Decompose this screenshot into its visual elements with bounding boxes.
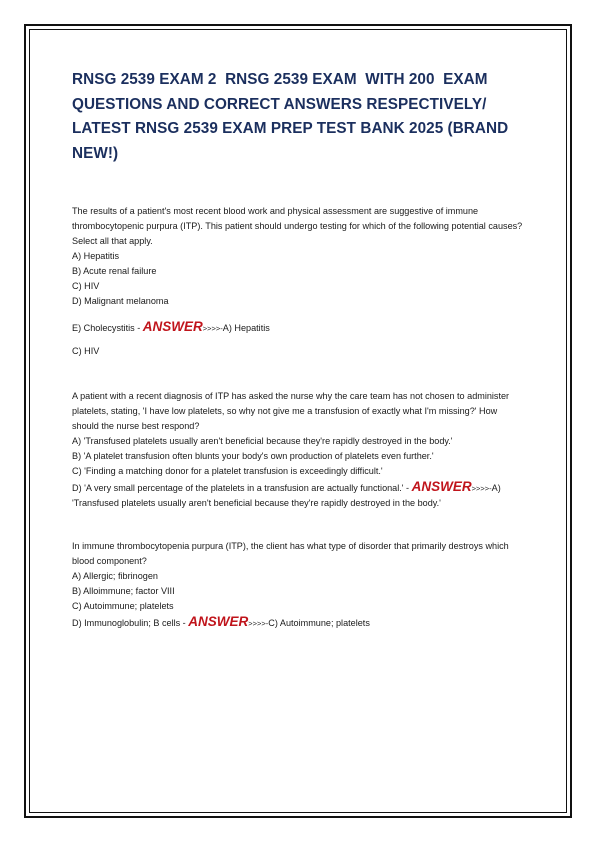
option: D) Malignant melanoma [72,296,169,306]
answer-arrows: >>>>- [202,324,223,333]
question-1 [72,204,524,359]
question-3 [72,539,524,631]
answer-line [72,319,524,336]
answer-arrows: >>>>- [471,484,492,493]
answer-label: ANSWER [142,319,203,334]
option: C) Autoimmune; platelets [72,601,174,611]
answer-line [72,479,524,511]
answer-text: A) Hepatitis [222,323,270,333]
option: A) 'Transfused platelets usually aren't beneficial because they're rapidly destroyed in the body.' [72,436,453,446]
answer-text-extra: C) HIV [72,346,100,356]
option: B) Acute renal failure [72,266,157,276]
answer-label: ANSWER [188,614,249,629]
answer-label: ANSWER [411,479,472,494]
question-text: The results of a patient's most recent blood work and physical assessment are suggestive of immune thrombocytopenic purpura (ITP). This patient should undergo testing for which of the following potential causes? Select all that apply. [72,206,523,246]
option: D) 'A very small percentage of the platelets in a transfusion are actually functional.' - [72,483,412,493]
option: E) Cholecystitis - [72,323,143,333]
option: A) Hepatitis [72,251,120,261]
option: B) 'A platelet transfusion often blunts your body's own production of platelets even further.' [72,451,434,461]
answer-arrows: >>>>- [248,619,269,628]
question-text: A patient with a recent diagnosis of ITP has asked the nurse why the care team has not chosen to administer platelets, stating, 'I have low platelets, so why not give me a transfusion of exactly what I'm missing?' How should the nurse best respond? [72,391,510,431]
document-title: RNSG 2539 EXAM 2 RNSG 2539 EXAM WITH 200 EXAM QUESTIONS AND CORRECT ANSWERS RESPECTIVELY/ LATEST RNSG 2539 EXAM PREP TEST BANK 2025 (BRAND NEW!) [72,71,513,162]
option: C) 'Finding a matching donor for a platelet transfusion is exceedingly difficult.' [72,466,383,476]
option: C) HIV [72,281,100,291]
option: A) Allergic; fibrinogen [72,571,158,581]
option: B) Alloimmune; factor VIII [72,586,175,596]
answer-text: C) Autoimmune; platelets [268,618,370,628]
document-content [72,68,524,631]
option: D) Immunoglobulin; B cells - [72,618,189,628]
answer-text: A) 'Transfused platelets usually aren't beneficial because they're rapidly destroyed in the body.' [72,483,501,508]
question-text: In immune thrombocytopenia purpura (ITP), the client has what type of disorder that primarily destroys which blood component? [72,541,509,566]
answer-line [72,614,524,631]
question-2 [72,389,524,511]
